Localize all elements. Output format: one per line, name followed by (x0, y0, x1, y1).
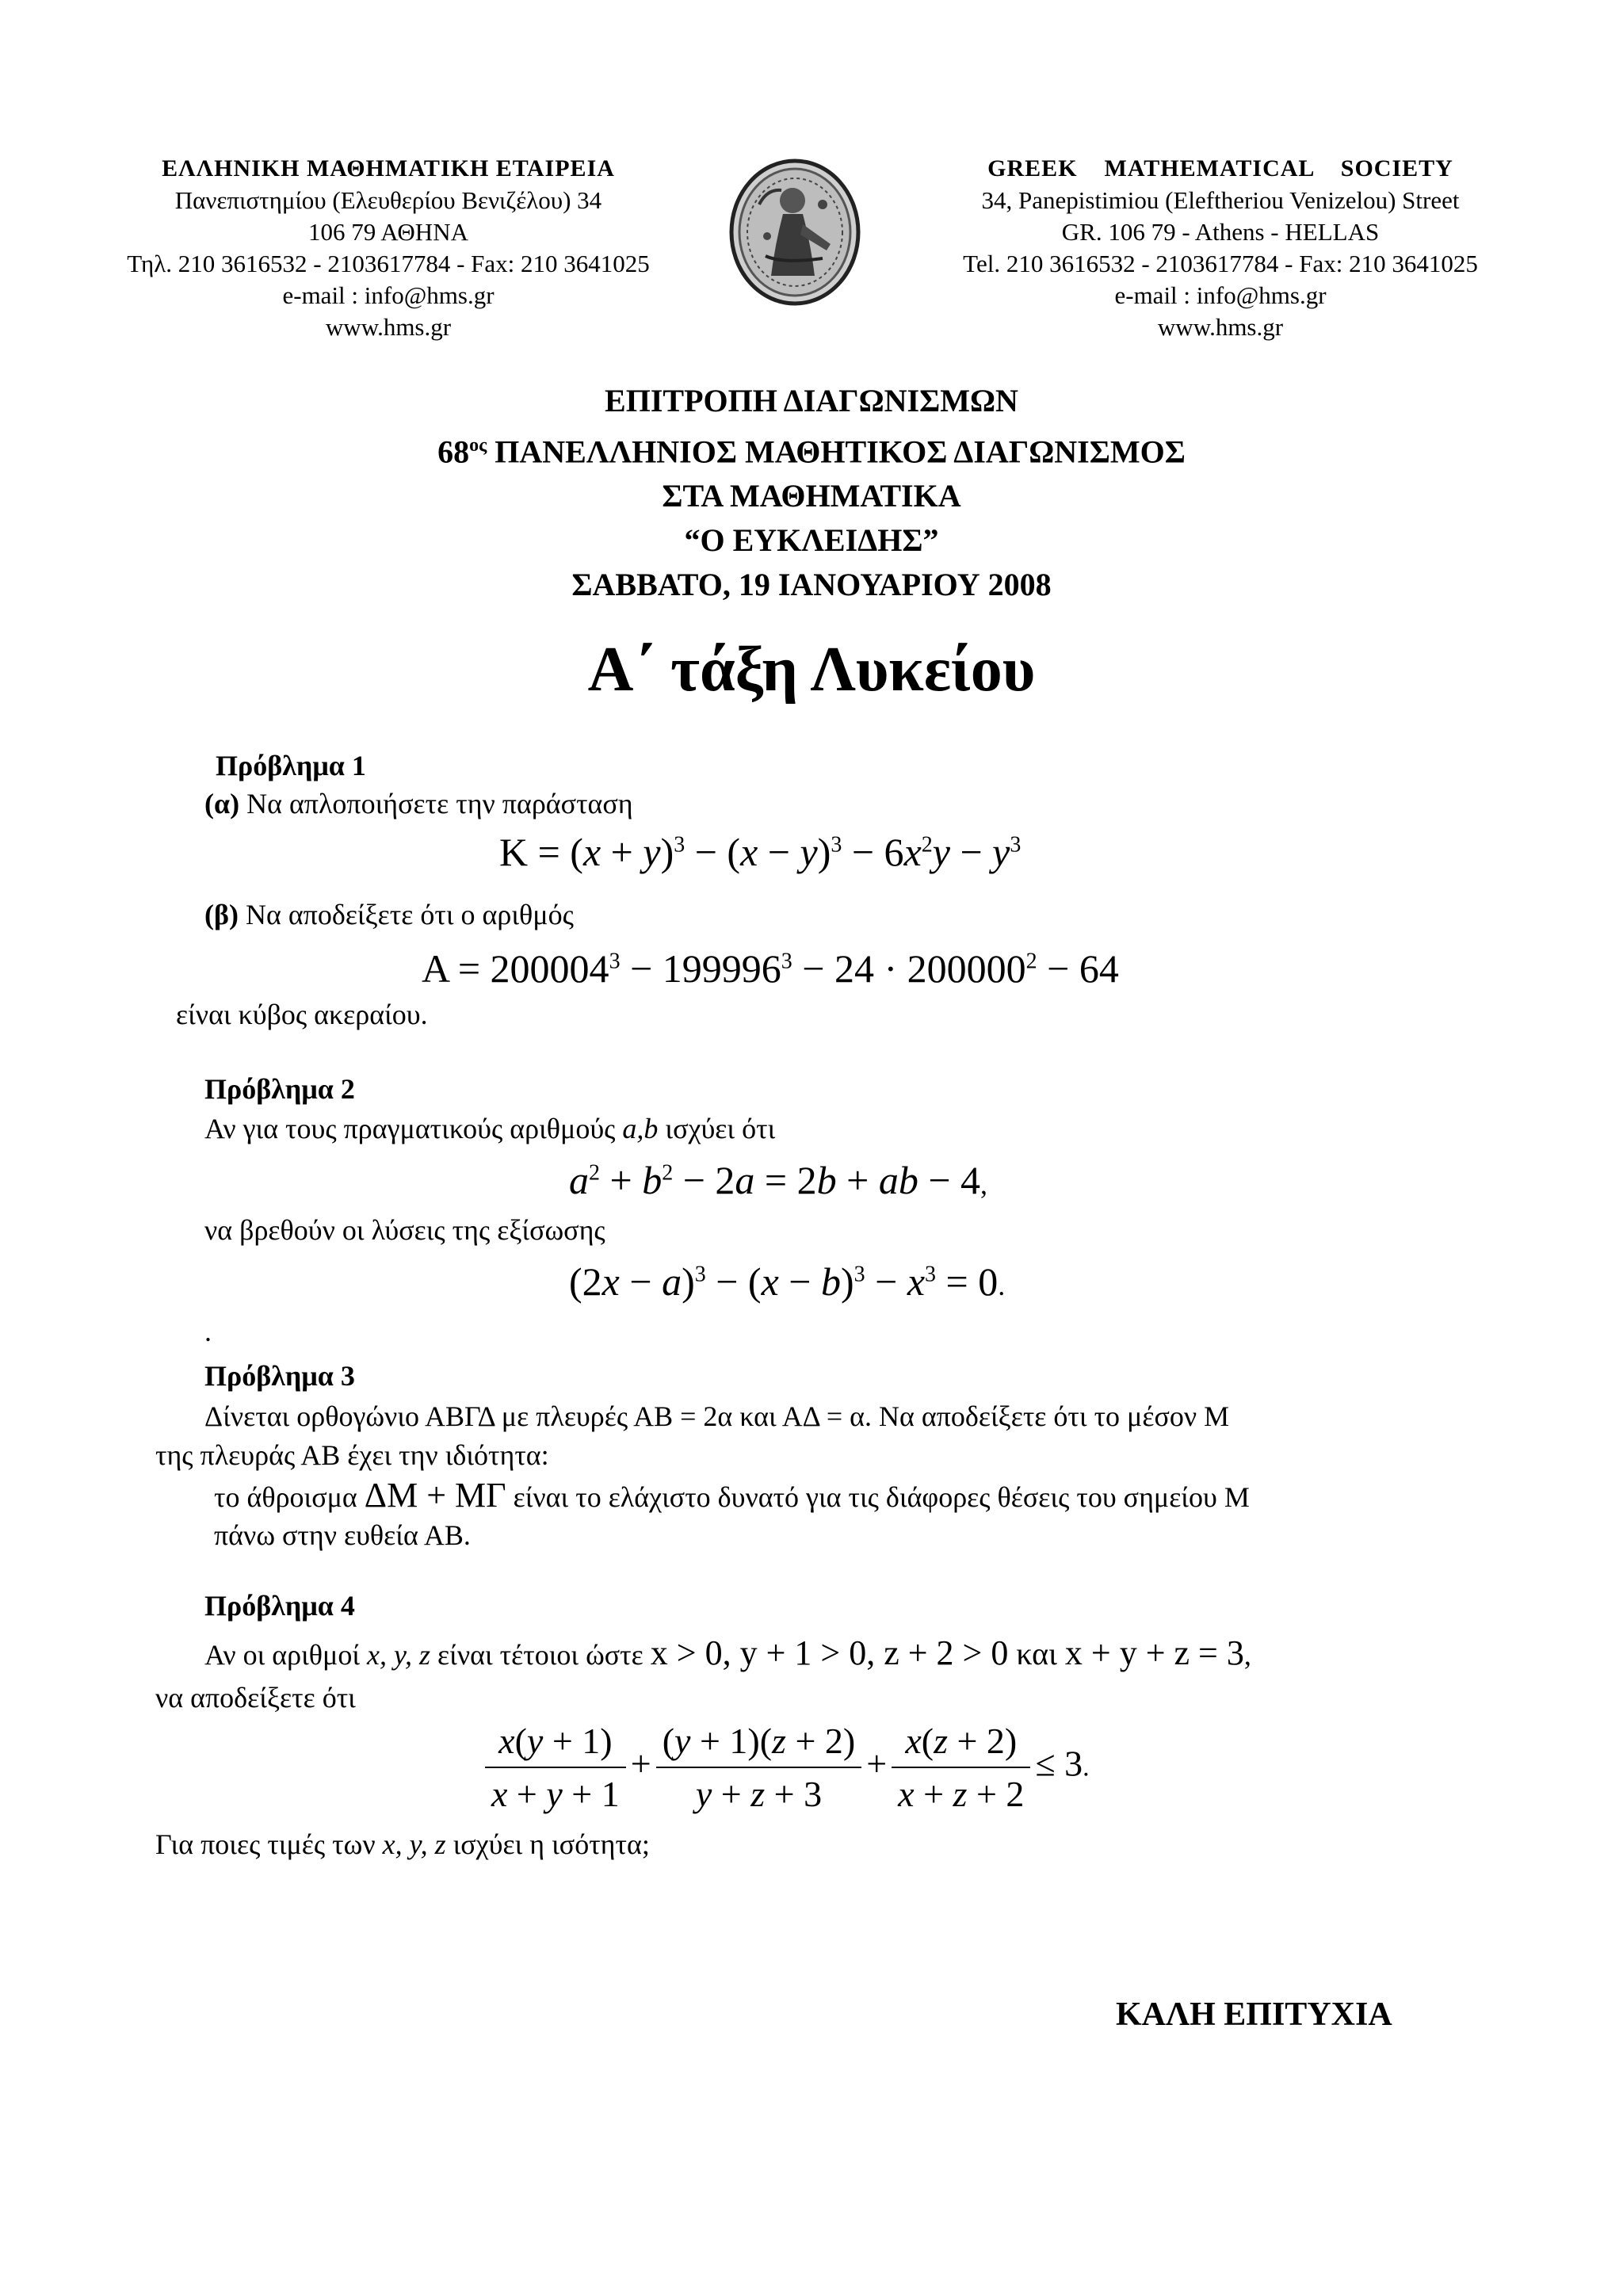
competition-title: $68^{o\varsigma}$ ΠΑΝΕΛΛΗΝΙΟΣ ΜΑΘΗΤΙΚΟΣ ΔΙΑΓΩΝΙΣΜΟΣ (437, 434, 1186, 470)
problem-1-title: Πρόβλημα 1 (216, 750, 366, 781)
problem-1a-text: (α) Να απλοποιήσετε την παράσταση (204, 788, 633, 819)
problem-2-mid: να βρεθούν οι λύσεις της εξίσωσης (204, 1214, 605, 1246)
phone-english: Tel. 210 3616532 - 2103617784 - Fax: 210 3641025 (963, 250, 1478, 277)
web-english: www.hms.gr (1157, 313, 1284, 341)
problem-4-inequality: $\frac{x(y + 1)}{x + y + 1}$ + $\frac{(y + 1)(z + 2)}{y + z + 3}$ + $\frac{x(z + 2)}{x + z + 2}$ ≤ 3. (480, 1720, 1090, 1815)
problem-2-intro: Αν για τους πραγματικούς αριθμούς a,b ισχύει ότι (204, 1113, 776, 1144)
subject-title: ΣΤΑ ΜΑΘΗΜΑΤΙΚΑ (662, 478, 961, 514)
problem-4-title: Πρόβλημα 4 (204, 1590, 355, 1622)
fraction-1: $\frac{x(y + 1)}{x + y + 1}$ (485, 1720, 626, 1815)
society-name-greek: ΕΛΛΗΝΙΚΗ ΜΑΘΗΜΑΤΙΚΗ ΕΤΑΙΡΕΙΑ (162, 155, 615, 181)
header-left (87, 153, 689, 343)
grade-title: Α΄ τάξη Λυκείου (587, 635, 1036, 705)
problem-1b-text: (β) Να αποδείξετε ότι ο αριθμός (204, 899, 574, 930)
problem-4-line1: Αν οι αριθμοί x, y, z είναι τέτοιοι ώστε x > 0, y + 1 > 0, z + 2 > 0 και x + y + z = 3, (204, 1633, 1251, 1672)
problem-3-line1: Δίνεται ορθογώνιο ΑΒΓΔ με πλευρές ΑΒ = 2α και ΑΔ = α. Να αποδείξετε ότι το μέσον Μ (204, 1400, 1230, 1432)
problem-3-line3: το άθροισμα ΔΜ + ΜΓ είναι το ελάχιστο δυνατό για τις διάφορες θέσεις του σημείου Μ (214, 1476, 1250, 1515)
problem-4-line2: να αποδείξετε ότι (155, 1682, 356, 1713)
city-english: GR. 106 79 - Athens - HELLAS (1061, 218, 1380, 246)
fraction-3: $\frac{x(z + 2)}{x + z + 2}$ (892, 1720, 1030, 1815)
good-luck: ΚΑΛΗ ΕΠΙΤΥΧΙΑ (1116, 1996, 1392, 2033)
problem-3-line4: πάνω στην ευθεία ΑΒ. (214, 1519, 471, 1551)
society-logo (727, 157, 862, 308)
problem-1a-formula: $K = (x + y)^3 - (x - y)^3 - 6x^2y - y^3$ (499, 830, 1022, 874)
problem-3-title: Πρόβλημα 3 (204, 1360, 355, 1392)
problem-2-condition: $a^2 + b^2 - 2a = 2b$ + ab − 4, (569, 1158, 988, 1202)
problem-2-equation: $(2x - a)^3 - (x - b)^3 - x^3 = 0$. (569, 1259, 1006, 1304)
competition-date: ΣΑΒΒΑΤΟ, 19 ΙΑΝΟΥΑΡΙΟΥ 2008 (571, 567, 1052, 603)
problem-1b-formula: $A = 200004^3 - 199996^3 - 24 \cdot 200000^2 - 64$ (422, 946, 1119, 991)
committee-title: ΕΠΙΤΡΟΠΗ ΔΙΑΓΩΝΙΣΜΩΝ (605, 383, 1018, 418)
society-name-english: GREEK MATHEMATICAL SOCIETY (987, 155, 1453, 181)
title-block (0, 379, 1623, 607)
fraction-2: $\frac{(y + 1)(z + 2)}{y + z + 3}$ (656, 1720, 862, 1815)
city-greek: 106 79 ΑΘΗΝΑ (308, 218, 468, 246)
address-greek: Πανεπιστημίου (Ελευθερίου Βενιζέλου) 34 (174, 186, 602, 214)
stray-dot: . (204, 1316, 212, 1347)
phone-greek: Τηλ. 210 3616532 - 2103617784 - Fax: 210 3641025 (127, 250, 650, 277)
problem-2-title: Πρόβλημα 2 (204, 1073, 355, 1105)
email-greek: e-mail : info@hms.gr (282, 281, 495, 309)
problem-1b-conclusion: είναι κύβος ακεραίου. (176, 999, 428, 1030)
address-english: 34, Panepistimiou (Eleftheriou Venizelou) Street (981, 186, 1460, 214)
header-right (903, 153, 1537, 343)
problem-4-question: Για ποιες τιμές των x, y, z ισχύει η ισότητα; (155, 1828, 650, 1860)
problem-3-line2: της πλευράς ΑΒ έχει την ιδιότητα: (155, 1439, 549, 1471)
web-greek: www.hms.gr (325, 313, 452, 341)
competition-name: “Ο ΕΥΚΛΕΙΔΗΣ” (684, 522, 939, 559)
email-english: e-mail : info@hms.gr (1114, 281, 1327, 309)
